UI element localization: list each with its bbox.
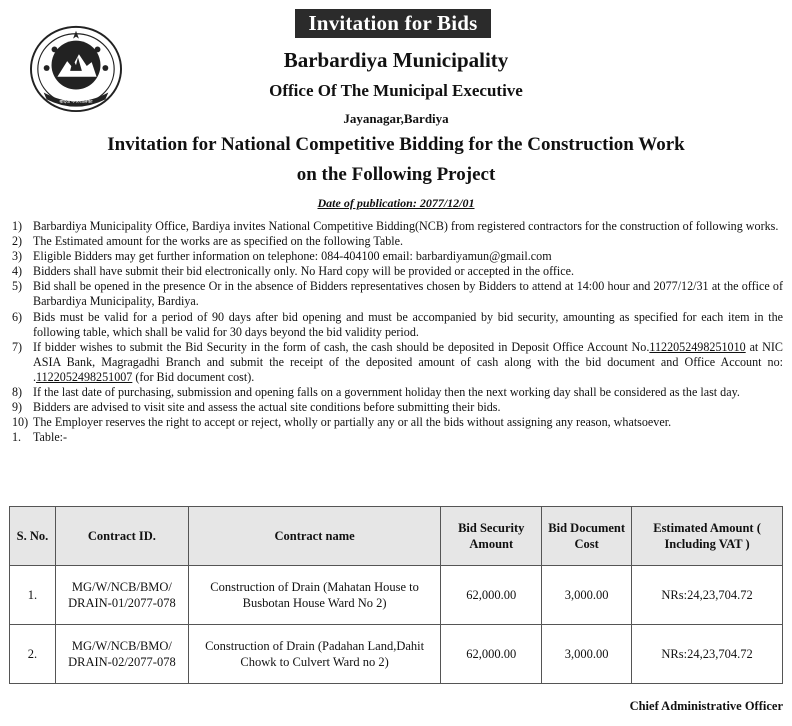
clause-item <box>12 340 783 385</box>
clause-item <box>12 219 783 234</box>
col-header-estimated-amount: Estimated Amount ( Including VAT ) <box>632 507 783 566</box>
col-header-sno: S. No. <box>10 507 56 566</box>
clause-number: 2) <box>12 234 23 249</box>
clause-number: 9) <box>12 400 23 415</box>
clause-item <box>12 385 783 400</box>
signatory-title: Chief Administrative Officer <box>629 699 783 713</box>
cell-estimated-amount: NRs:24,23,704.72 <box>632 625 783 684</box>
cell-contract-name: Construction of Drain (Padahan Land,Dahit Chowk to Culvert Ward no 2) <box>188 625 440 684</box>
bank-account-number: 1122052498251010 <box>649 339 746 354</box>
clause-item <box>12 249 783 264</box>
clause-text: The Estimated amount for the works are as specified on the following Table. <box>33 234 404 249</box>
clause-number: 4) <box>12 264 23 279</box>
notice-title-banner: Invitation for Bids <box>295 9 491 38</box>
notice-heading-line1: Invitation for National Competitive Bidding for the Construction Work <box>107 134 685 155</box>
clause-number: 7) <box>12 339 23 354</box>
cell-bid-security: 62,000.00 <box>441 625 542 684</box>
clause-item <box>12 310 783 340</box>
table-row <box>10 625 783 684</box>
org-name: Barbardiya Municipality <box>283 48 509 72</box>
clause-text: If the last date of purchasing, submission and opening falls on a government holiday then the next working day shall be considered as the last day. <box>33 385 740 400</box>
cell-doc-cost: 3,000.00 <box>542 566 632 625</box>
emblem-text: बर्दिया नगरपालिका <box>59 100 93 106</box>
clause-text: Bids must be valid for a period of 90 days after bid opening and must be accompanied by bid security, amounting as specified for each item in the following table, which shall be valid for 30 days beyond the bid validity period. <box>33 309 783 339</box>
cell-bid-security: 62,000.00 <box>441 566 542 625</box>
table-label <box>12 430 783 445</box>
clause-text: Barbardiya Municipality Office, Bardiya invites National Competitive Bidding(NCB) from registered contractors for the construction of following works. <box>33 219 779 233</box>
clause-number: 8) <box>12 385 23 400</box>
col-header-contract-name: Contract name <box>188 507 440 566</box>
clause-number: 10) <box>12 415 29 430</box>
col-header-bid-security: Bid Security Amount <box>441 507 542 566</box>
clause-text: Eligible Bidders may get further information on telephone: 084-404100 email: barbardiyamun@gmail.com <box>33 249 552 264</box>
clause-number: 3) <box>12 249 23 264</box>
clause-list <box>12 219 783 445</box>
clause-text: Bidders shall have submit their bid electronically only. No Hard copy will be provided or accepted in the office. <box>33 264 575 279</box>
table-row <box>10 566 783 625</box>
col-header-doc-cost: Bid Document Cost <box>542 507 632 566</box>
cell-estimated-amount: NRs:24,23,704.72 <box>632 566 783 625</box>
clause-item <box>12 400 783 415</box>
table-label-text: Table:- <box>33 430 68 445</box>
bid-table <box>9 506 783 684</box>
clause-text: Bidders are advised to visit site and assess the actual site conditions before submitting their bids. <box>33 400 501 415</box>
cell-doc-cost: 3,000.00 <box>542 625 632 684</box>
cell-contract-id: MG/W/NCB/BMO/ DRAIN-01/2077-078 <box>55 566 188 625</box>
clause-text: The Employer reserves the right to accept or reject, wholly or partially any or all the bids without assigning any reason, whatsoever. <box>33 415 672 430</box>
clause-number: 5) <box>12 279 23 294</box>
location: Jayanagar,Bardiya <box>343 111 449 126</box>
clause-text-part: at NIC ASIA Bank, Magragadhi Branch and submit the receipt of the deposited amount of cash along with the bid document and Office Account no: . <box>33 339 783 384</box>
publication-date: Date of publication: 2077/12/01 <box>317 196 475 210</box>
clause-item <box>12 415 783 430</box>
table-header-row <box>10 507 783 566</box>
clause-text: Bid shall be opened in the presence Or in the absence of Bidders representatives chosen by Bidders to attend at 14:00 hour and 2077/12/31 at the office of Barbardiya Municipality, Bardiya. <box>33 279 783 309</box>
cell-contract-id: MG/W/NCB/BMO/ DRAIN-02/2077-078 <box>55 625 188 684</box>
table-label-number: 1. <box>12 430 22 445</box>
clause-item <box>12 264 783 279</box>
cell-contract-name: Construction of Drain (Mahatan House to Busbotan House Ward No 2) <box>188 566 440 625</box>
cell-sno: 2. <box>10 625 56 684</box>
clause-number: 1) <box>12 219 23 233</box>
office-name: Office Of The Municipal Executive <box>269 81 523 100</box>
bank-account-number: 1122052498251007 <box>36 369 133 384</box>
col-header-contract-id: Contract ID. <box>55 507 188 566</box>
cell-sno: 1. <box>10 566 56 625</box>
clause-number: 6) <box>12 309 23 324</box>
clause-text <box>33 340 783 385</box>
clause-item <box>12 279 783 309</box>
notice-heading-line2: on the Following Project <box>296 164 496 185</box>
clause-item <box>12 234 783 249</box>
clause-text-part: (for Bid document cost). <box>132 369 255 384</box>
clause-text-part: If bidder wishes to submit the Bid Security in the form of cash, the cash should be deposited in Deposit Office Account No. <box>33 339 650 354</box>
